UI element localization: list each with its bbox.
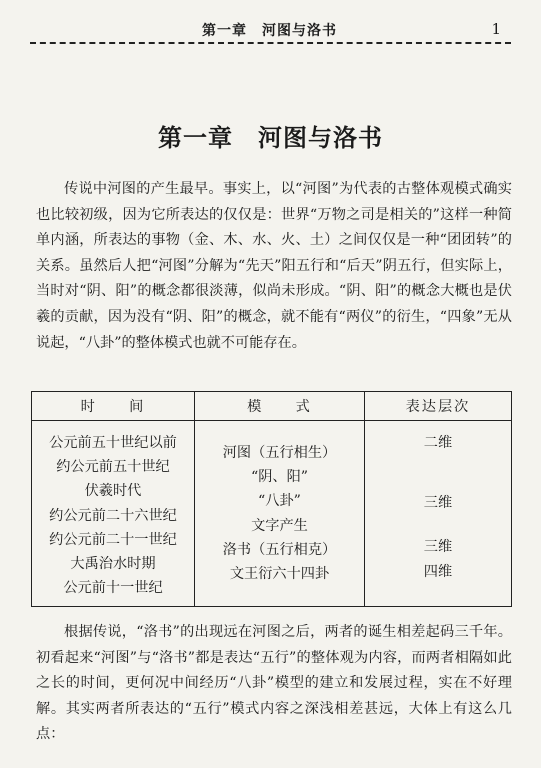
page-number: 1 bbox=[491, 20, 501, 38]
header-time: 时 间 bbox=[32, 392, 195, 421]
time-item: 伏羲时代 bbox=[84, 483, 142, 500]
mode-item: 洛书（五行相克） bbox=[222, 541, 337, 558]
time-item: 约公元前二十六世纪 bbox=[49, 507, 177, 524]
mode-column bbox=[195, 421, 365, 607]
time-item: 公元前十一世纪 bbox=[63, 580, 163, 597]
paragraph-2: 根据传说，“洛书”的出现远在河图之后，两者的诞生相差起码三千年。初看起来“河图”与“洛书”都是表达“五行”的整体观为内容，而两者相隔如此之长的时间，更何况中间经历“八卦”模型的建立和发展过程，实在不好理解。其实两者所表达的“五行”模式内容之深浅相差甚远，大体上有这么几点： bbox=[36, 624, 512, 743]
time-column bbox=[32, 421, 195, 607]
table-header-row bbox=[32, 392, 512, 421]
mode-item: 文字产生 bbox=[251, 517, 308, 534]
running-title: 第一章 河图与洛书 bbox=[202, 23, 337, 39]
spacer bbox=[197, 431, 362, 441]
paragraph-1: 传说中河图的产生最早。事实上，以“河图”为代表的古整体观模式确实也比较初级，因为它所表达的仅仅是：世界“万物之司是相关的”这样一种简单内涵，所表达的事物（金、木、水、火、土）之间仅仅是一种“团团转”的关系。虽然后人把“河图”分解为“先天”阳五行和“后天”阴五行，但实际上，当时对“阴、阳”的概念都很淡薄，似尚未形成。“阴、阳”的概念大概也是伏羲的贡献，因为没有“阴、阳”的概念，就不能有“两仪”的衍生，“四象”无从说起，“八卦”的整体模式也就不可能存在。 bbox=[36, 181, 512, 351]
mode-item: 文王衍六十四卦 bbox=[229, 565, 330, 582]
mode-item: “阴、阳” bbox=[250, 469, 309, 486]
header-level: 表达层次 bbox=[365, 392, 512, 421]
mode-item: “八卦” bbox=[258, 493, 301, 510]
header-rule bbox=[30, 42, 511, 44]
level-item: 三维 bbox=[423, 539, 453, 556]
level-item: 四维 bbox=[423, 563, 453, 580]
time-item: 公元前五十世纪以前 bbox=[49, 435, 177, 451]
spacer bbox=[367, 455, 509, 491]
mode-item: 河图（五行相生） bbox=[222, 445, 337, 461]
header-mode: 模 式 bbox=[195, 392, 365, 421]
time-item: 约公元前二十一世纪 bbox=[49, 531, 177, 548]
level-item: 二维 bbox=[423, 435, 453, 451]
level-column bbox=[365, 421, 512, 607]
level-item: 三维 bbox=[423, 495, 453, 512]
chapter-title: 第一章 河图与洛书 bbox=[158, 124, 383, 152]
time-item: 约公元前五十世纪 bbox=[56, 459, 170, 476]
running-header bbox=[32, 20, 507, 40]
table-row bbox=[32, 421, 512, 607]
spacer bbox=[367, 515, 509, 535]
evolution-table bbox=[31, 391, 512, 607]
time-item: 大禹治水时期 bbox=[70, 555, 156, 572]
